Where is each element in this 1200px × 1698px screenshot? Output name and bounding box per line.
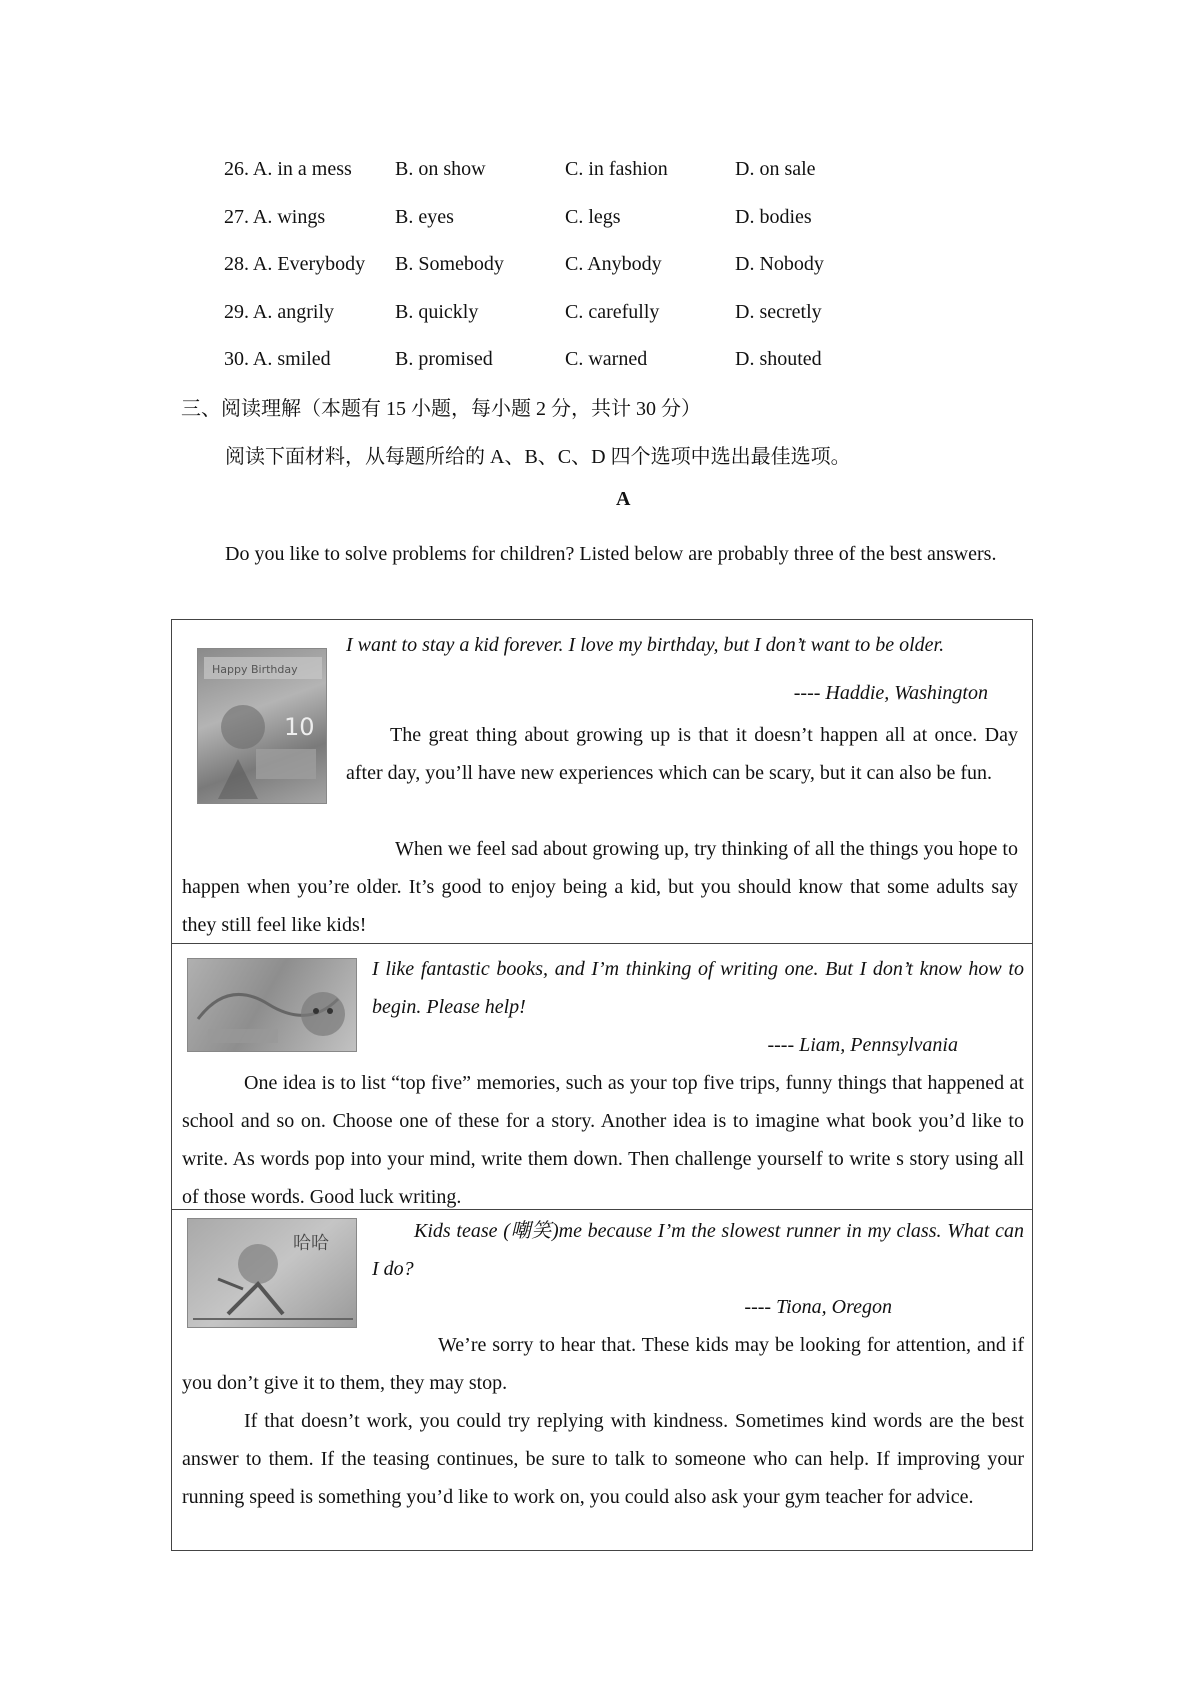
option-row-27 xyxy=(0,202,1200,238)
option-a: 28. A. Everybody xyxy=(224,253,366,275)
letter-question: I like fantastic books, and I’m thinking of writing one. But I don’t know how to begin. Please help! xyxy=(372,958,1024,1018)
letter-box-1 xyxy=(171,619,1033,944)
option-b: B. promised xyxy=(395,348,493,370)
option-d: D. shouted xyxy=(735,348,822,370)
svg-text:哈哈: 哈哈 xyxy=(293,1233,329,1254)
letter-signature: ---- Liam, Pennsylvania xyxy=(767,1034,958,1056)
option-row-29 xyxy=(0,297,1200,333)
option-a: 30. A. smiled xyxy=(224,348,331,370)
option-d: D. on sale xyxy=(735,158,816,180)
letter-question: Kids tease (嘲笑)me because I’m the slowest runner in my class. What can I do? xyxy=(372,1220,1024,1280)
option-b: B. eyes xyxy=(395,206,454,228)
passage-intro: Do you like to solve problems for children? Listed below are probably three of the best answers. xyxy=(225,543,997,565)
svg-text:Happy Birthday: Happy Birthday xyxy=(212,663,298,676)
option-d: D. bodies xyxy=(735,206,812,228)
option-c: C. in fashion xyxy=(565,158,668,180)
answer-paragraph: When we feel sad about growing up, try thinking of all the things you hope to happen when you’re older. It’s good to enjoy being a kid, but you should know that some adults say they still feel like kids! xyxy=(182,838,1018,936)
option-row-30 xyxy=(0,344,1200,380)
option-b: B. quickly xyxy=(395,301,479,323)
letter-question: I want to stay a kid forever. I love my birthday, but I don’t want to be older. xyxy=(346,634,945,656)
runner-drawing-image xyxy=(187,1218,357,1328)
option-b: B. on show xyxy=(395,158,486,180)
option-c: C. Anybody xyxy=(565,253,662,275)
option-c: C. warned xyxy=(565,348,648,370)
option-a: 27. A. wings xyxy=(224,206,326,228)
option-row-26 xyxy=(0,154,1200,190)
option-row-28 xyxy=(0,249,1200,285)
birthday-card-image xyxy=(197,648,327,804)
option-a: 26. A. in a mess xyxy=(224,158,352,180)
option-c: C. legs xyxy=(565,206,621,228)
section-title: 三、阅读理解（本题有 15 小题，每小题 2 分，共计 30 分） xyxy=(181,398,701,420)
option-d: D. Nobody xyxy=(735,253,824,275)
answer-paragraph: The great thing about growing up is that it doesn’t happen all at once. Day after day, you’ll have new experiences which can be scary, but it can also be fun. xyxy=(346,724,1018,784)
book-drawing-image xyxy=(187,958,357,1052)
answer-paragraph: One idea is to list “top five” memories, such as your top five trips, funny things that happened at school and so on. Choose one of these for a story. Another idea is to imagine what book you’d like to write. As words pop into your mind, write them down. Then challenge yourself to write s story using all of those words. Good luck writing. xyxy=(182,1072,1024,1208)
option-a: 29. A. angrily xyxy=(224,301,334,323)
letter-signature: ---- Tiona, Oregon xyxy=(744,1296,892,1318)
letter-signature: ---- Haddie, Washington xyxy=(793,682,988,704)
instruction: 阅读下面材料，从每题所给的 A、B、C、D 四个选项中选出最佳选项。 xyxy=(225,446,851,468)
letter-box-3 xyxy=(171,1209,1033,1551)
option-c: C. carefully xyxy=(565,301,660,323)
answer-paragraph: If that doesn’t work, you could try replying with kindness. Sometimes kind words are the best answer to them. If the teasing continues, be sure to talk to someone who can help. If improving your running speed is something you’d like to work on, you could also ask your gym teacher for advice. xyxy=(182,1410,1024,1508)
svg-text:10: 10 xyxy=(284,713,315,741)
option-d: D. secretly xyxy=(735,301,822,323)
letter-box-2 xyxy=(171,943,1033,1210)
passage-letter: A xyxy=(616,488,631,510)
answer-paragraph: We’re sorry to hear that. These kids may be looking for attention, and if you don’t give it to them, they may stop. xyxy=(182,1334,1024,1394)
option-b: B. Somebody xyxy=(395,253,504,275)
